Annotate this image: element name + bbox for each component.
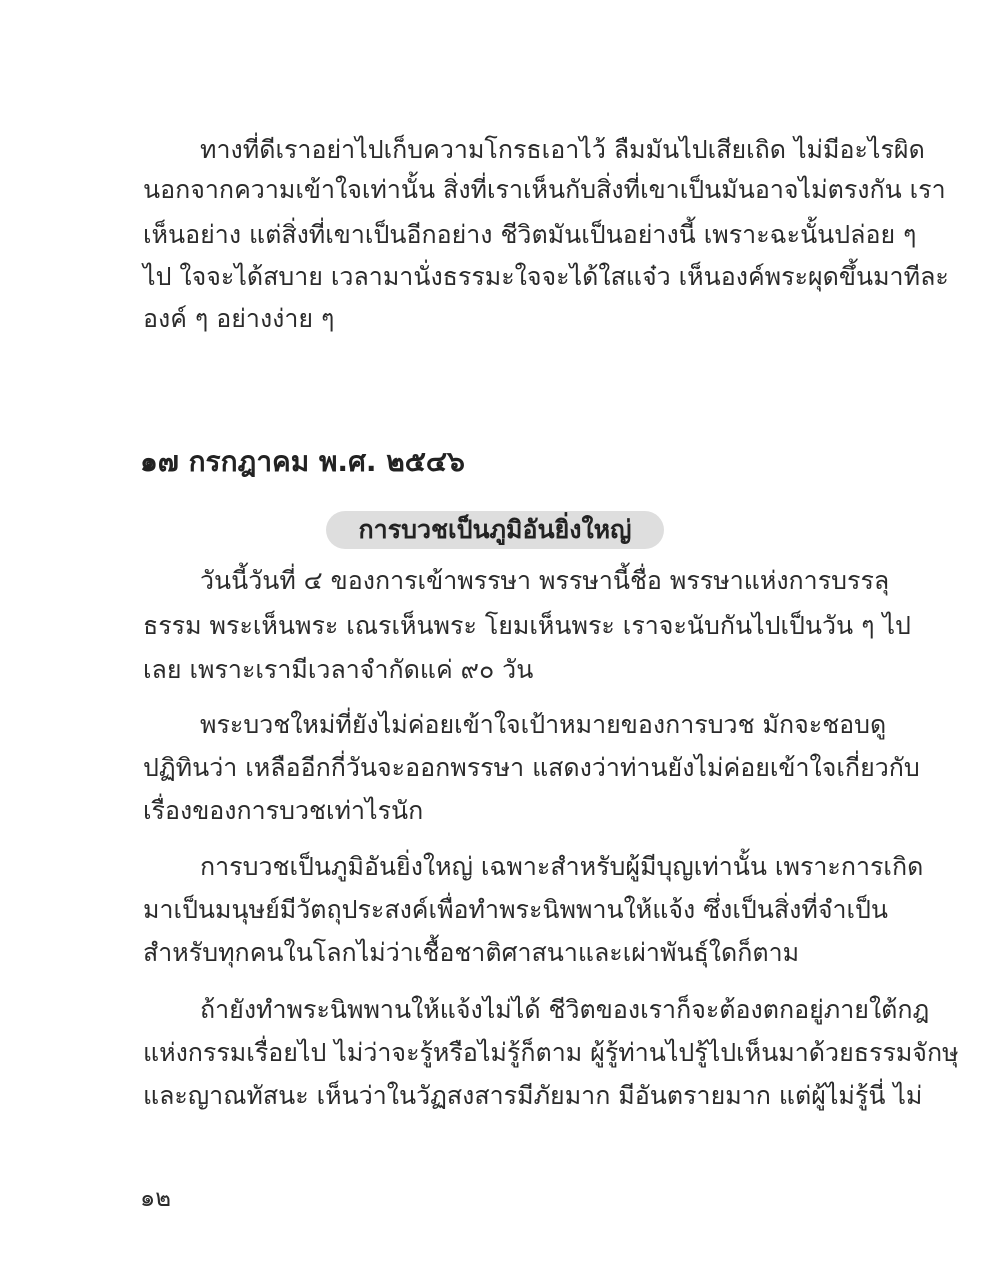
paragraph-line: แห่งกรรมเรื่อยไป ไม่ว่าจะรู้หรือไม่รู้ก็ตาม ผู้รู้ท่านไปรู้ไปเห็นมาด้วยธรรมจักษุ <box>143 1038 959 1067</box>
paragraph-line: เรื่องของการบวชเท่าไรนัก <box>143 796 424 825</box>
paragraph-line: องค์ ๆ อย่างง่าย ๆ <box>143 304 335 333</box>
section-title-badge <box>326 511 664 549</box>
paragraph-line: พระบวชใหม่ที่ยังไม่ค่อยเข้าใจเป้าหมายของการบวช มักจะชอบดู <box>200 710 887 739</box>
page-number: ๑๒ <box>140 1184 172 1212</box>
section-title: การบวชเป็นภูมิอันยิ่งใหญ่ <box>358 515 632 544</box>
paragraph-line: เห็นอย่าง แต่สิ่งที่เขาเป็นอีกอย่าง ชีวิตมันเป็นอย่างนี้ เพราะฉะนั้นปล่อย ๆ <box>143 220 917 249</box>
paragraph-line: เลย เพราะเรามีเวลาจำกัดแค่ ๙๐ วัน <box>143 655 534 684</box>
paragraph-line: และญาณทัสนะ เห็นว่าในวัฏสงสารมีภัยมาก มีอันตรายมาก แต่ผู้ไม่รู้นี่ ไม่ <box>143 1081 923 1110</box>
paragraph-line: ธรรม พระเห็นพระ เณรเห็นพระ โยมเห็นพระ เราจะนับกันไปเป็นวัน ๆ ไป <box>143 611 911 640</box>
paragraph-line: การบวชเป็นภูมิอันยิ่งใหญ่ เฉพาะสำหรับผู้มีบุญเท่านั้น เพราะการเกิด <box>200 852 924 881</box>
paragraph-line: สำหรับทุกคนในโลกไม่ว่าเชื้อชาติศาสนาและเผ่าพันธุ์ใดก็ตาม <box>143 938 800 967</box>
paragraph-line: ทางที่ดีเราอย่าไปเก็บความโกรธเอาไว้ ลืมมันไปเสียเถิด ไม่มีอะไรผิด <box>200 135 925 164</box>
paragraph-line: วันนี้วันที่ ๔ ของการเข้าพรรษา พรรษานี้ชื่อ พรรษาแห่งการบรรลุ <box>200 566 890 595</box>
paragraph-line: มาเป็นมนุษย์มีวัตถุประสงค์เพื่อทำพระนิพพานให้แจ้ง ซึ่งเป็นสิ่งที่จำเป็น <box>143 895 889 924</box>
date-heading: ๑๗ กรกฎาคม พ.ศ. ๒๕๔๖ <box>140 445 465 478</box>
paragraph-line: นอกจากความเข้าใจเท่านั้น สิ่งที่เราเห็นกับสิ่งที่เขาเป็นมันอาจไม่ตรงกัน เรา <box>143 175 946 204</box>
paragraph-line: ไป ใจจะได้สบาย เวลามานั่งธรรมะใจจะได้ใสแจ๋ว เห็นองค์พระผุดขึ้นมาทีละ <box>143 262 949 291</box>
paragraph-line: ถ้ายังทำพระนิพพานให้แจ้งไม่ได้ ชีวิตของเราก็จะต้องตกอยู่ภายใต้กฎ <box>200 995 930 1024</box>
paragraph-line: ปฏิทินว่า เหลืออีกกี่วันจะออกพรรษา แสดงว่าท่านยังไม่ค่อยเข้าใจเกี่ยวกับ <box>143 753 920 782</box>
